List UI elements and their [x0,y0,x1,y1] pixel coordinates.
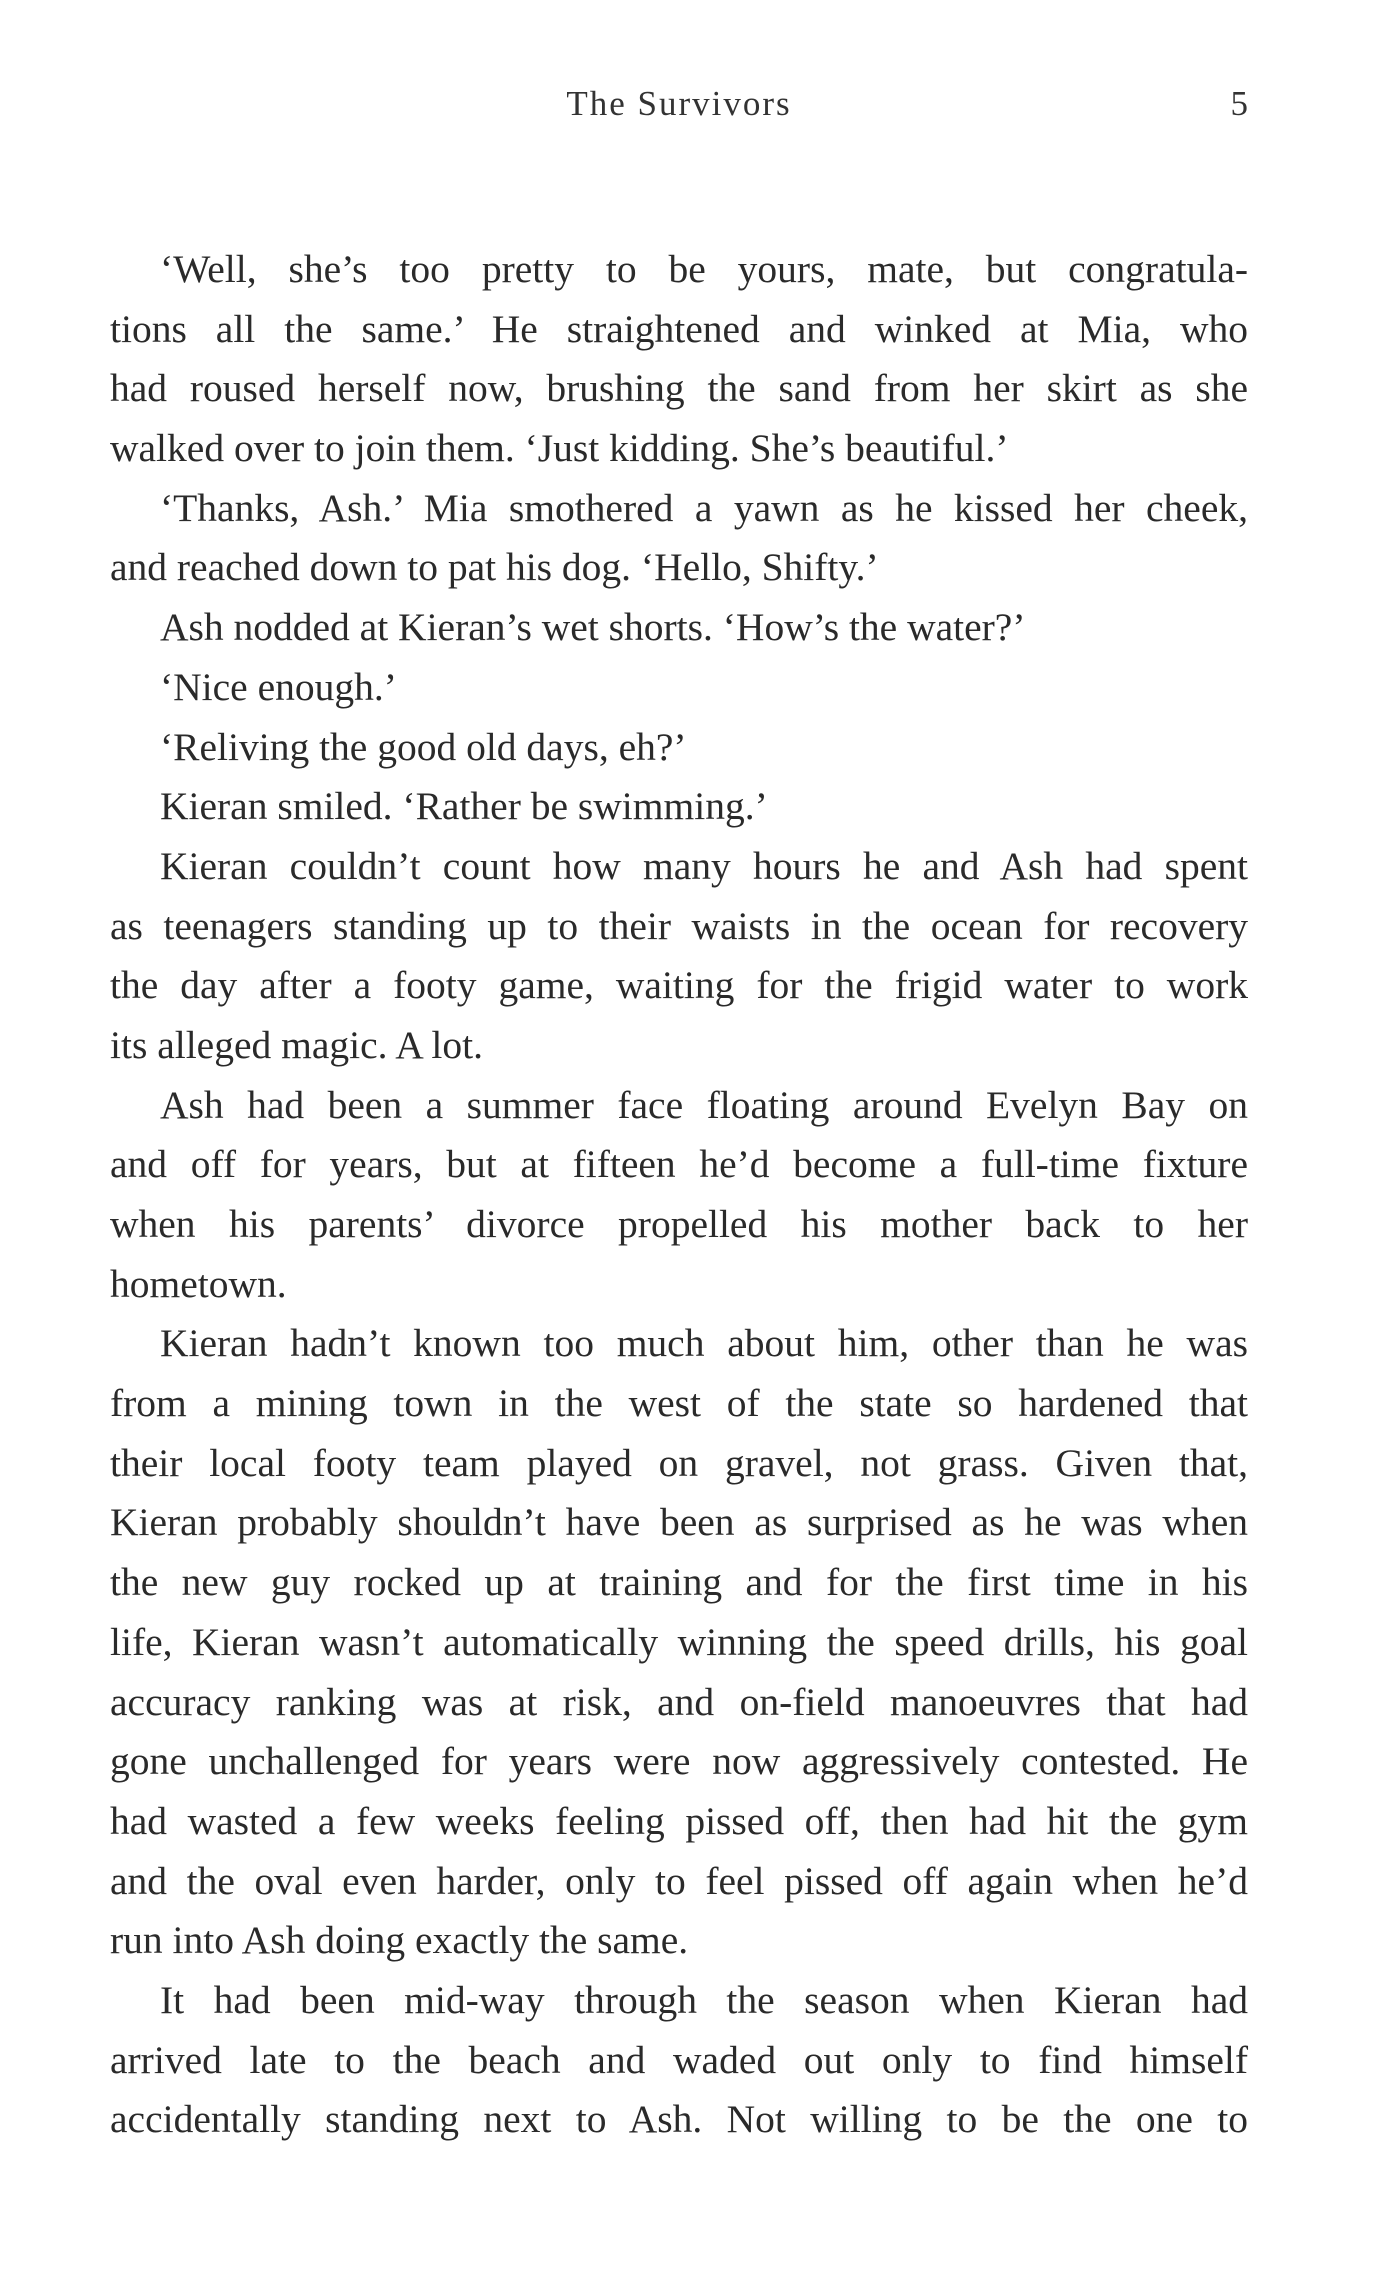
running-head [110,84,1248,134]
text-line: and reached down to pat his dog. ‘Hello, Shifty.’ [110,545,879,590]
text-line: It had been mid-way through the season when Kieran had [160,1977,1248,2022]
text-line: gone unchallenged for years were now aggressively contested. He [110,1739,1248,1784]
text-line: Kieran smiled. ‘Rather be swimming.’ [160,784,768,829]
text-line: ‘Thanks, Ash.’ Mia smothered a yawn as he kissed her cheek, [160,485,1248,530]
text-line: and off for years, but at fifteen he’d become a full-time fixture [110,1142,1248,1187]
text-line: Kieran hadn’t known too much about him, other than he was [160,1321,1248,1366]
text-line: arrived late to the beach and waded out only to find himself [110,2037,1248,2082]
text-line: the day after a footy game, waiting for the frigid water to work [110,963,1248,1008]
text-line: walked over to join them. ‘Just kidding. She’s beautiful.’ [110,426,1009,471]
text-line: run into Ash doing exactly the same. [110,1918,689,1963]
text-line: had roused herself now, brushing the sand from her skirt as she [110,366,1248,411]
text-line: their local footy team played on gravel, not grass. Given that, [110,1440,1248,1485]
text-line: when his parents’ divorce propelled his mother back to her [110,1202,1248,1246]
text-line: accuracy ranking was at risk, and on-field manoeuvres that had [110,1679,1248,1724]
text-line: as teenagers standing up to their waists in the ocean for recovery [110,903,1248,948]
text-line: the new guy rocked up at training and for the first time in his [110,1560,1248,1605]
page-number: 5 [1230,84,1248,123]
text-line: accidentally standing next to Ash. Not willing to be the one to [110,2097,1248,2142]
text-line: ‘Reliving the good old days, eh?’ [160,724,687,769]
text-line: Ash had been a summer face floating around Evelyn Bay on [160,1082,1248,1127]
text-line: hometown. [110,1261,287,1306]
text-line: its alleged magic. A lot. [110,1022,483,1067]
text-line: life, Kieran wasn’t automatically winning the speed drills, his goal [110,1619,1248,1664]
body-text [110,240,1248,2150]
text-line: Kieran probably shouldn’t have been as surprised as he was when [110,1500,1248,1545]
text-line: ‘Well, she’s too pretty to be yours, mate, but congratula- [160,247,1248,291]
text-line: ‘Nice enough.’ [160,664,397,709]
text-line: had wasted a few weeks feeling pissed off, then had hit the gym [110,1798,1248,1843]
text-line: from a mining town in the west of the state so hardened that [110,1381,1248,1426]
text-line: Kieran couldn’t count how many hours he and Ash had spent [160,843,1248,888]
text-line: tions all the same.’ He straightened and winked at Mia, who [110,306,1248,351]
text-line: and the oval even harder, only to feel pissed off again when he’d [110,1858,1248,1903]
running-title: The Survivors [566,84,792,123]
text-line: Ash nodded at Kieran’s wet shorts. ‘How’s the water?’ [160,605,1026,650]
